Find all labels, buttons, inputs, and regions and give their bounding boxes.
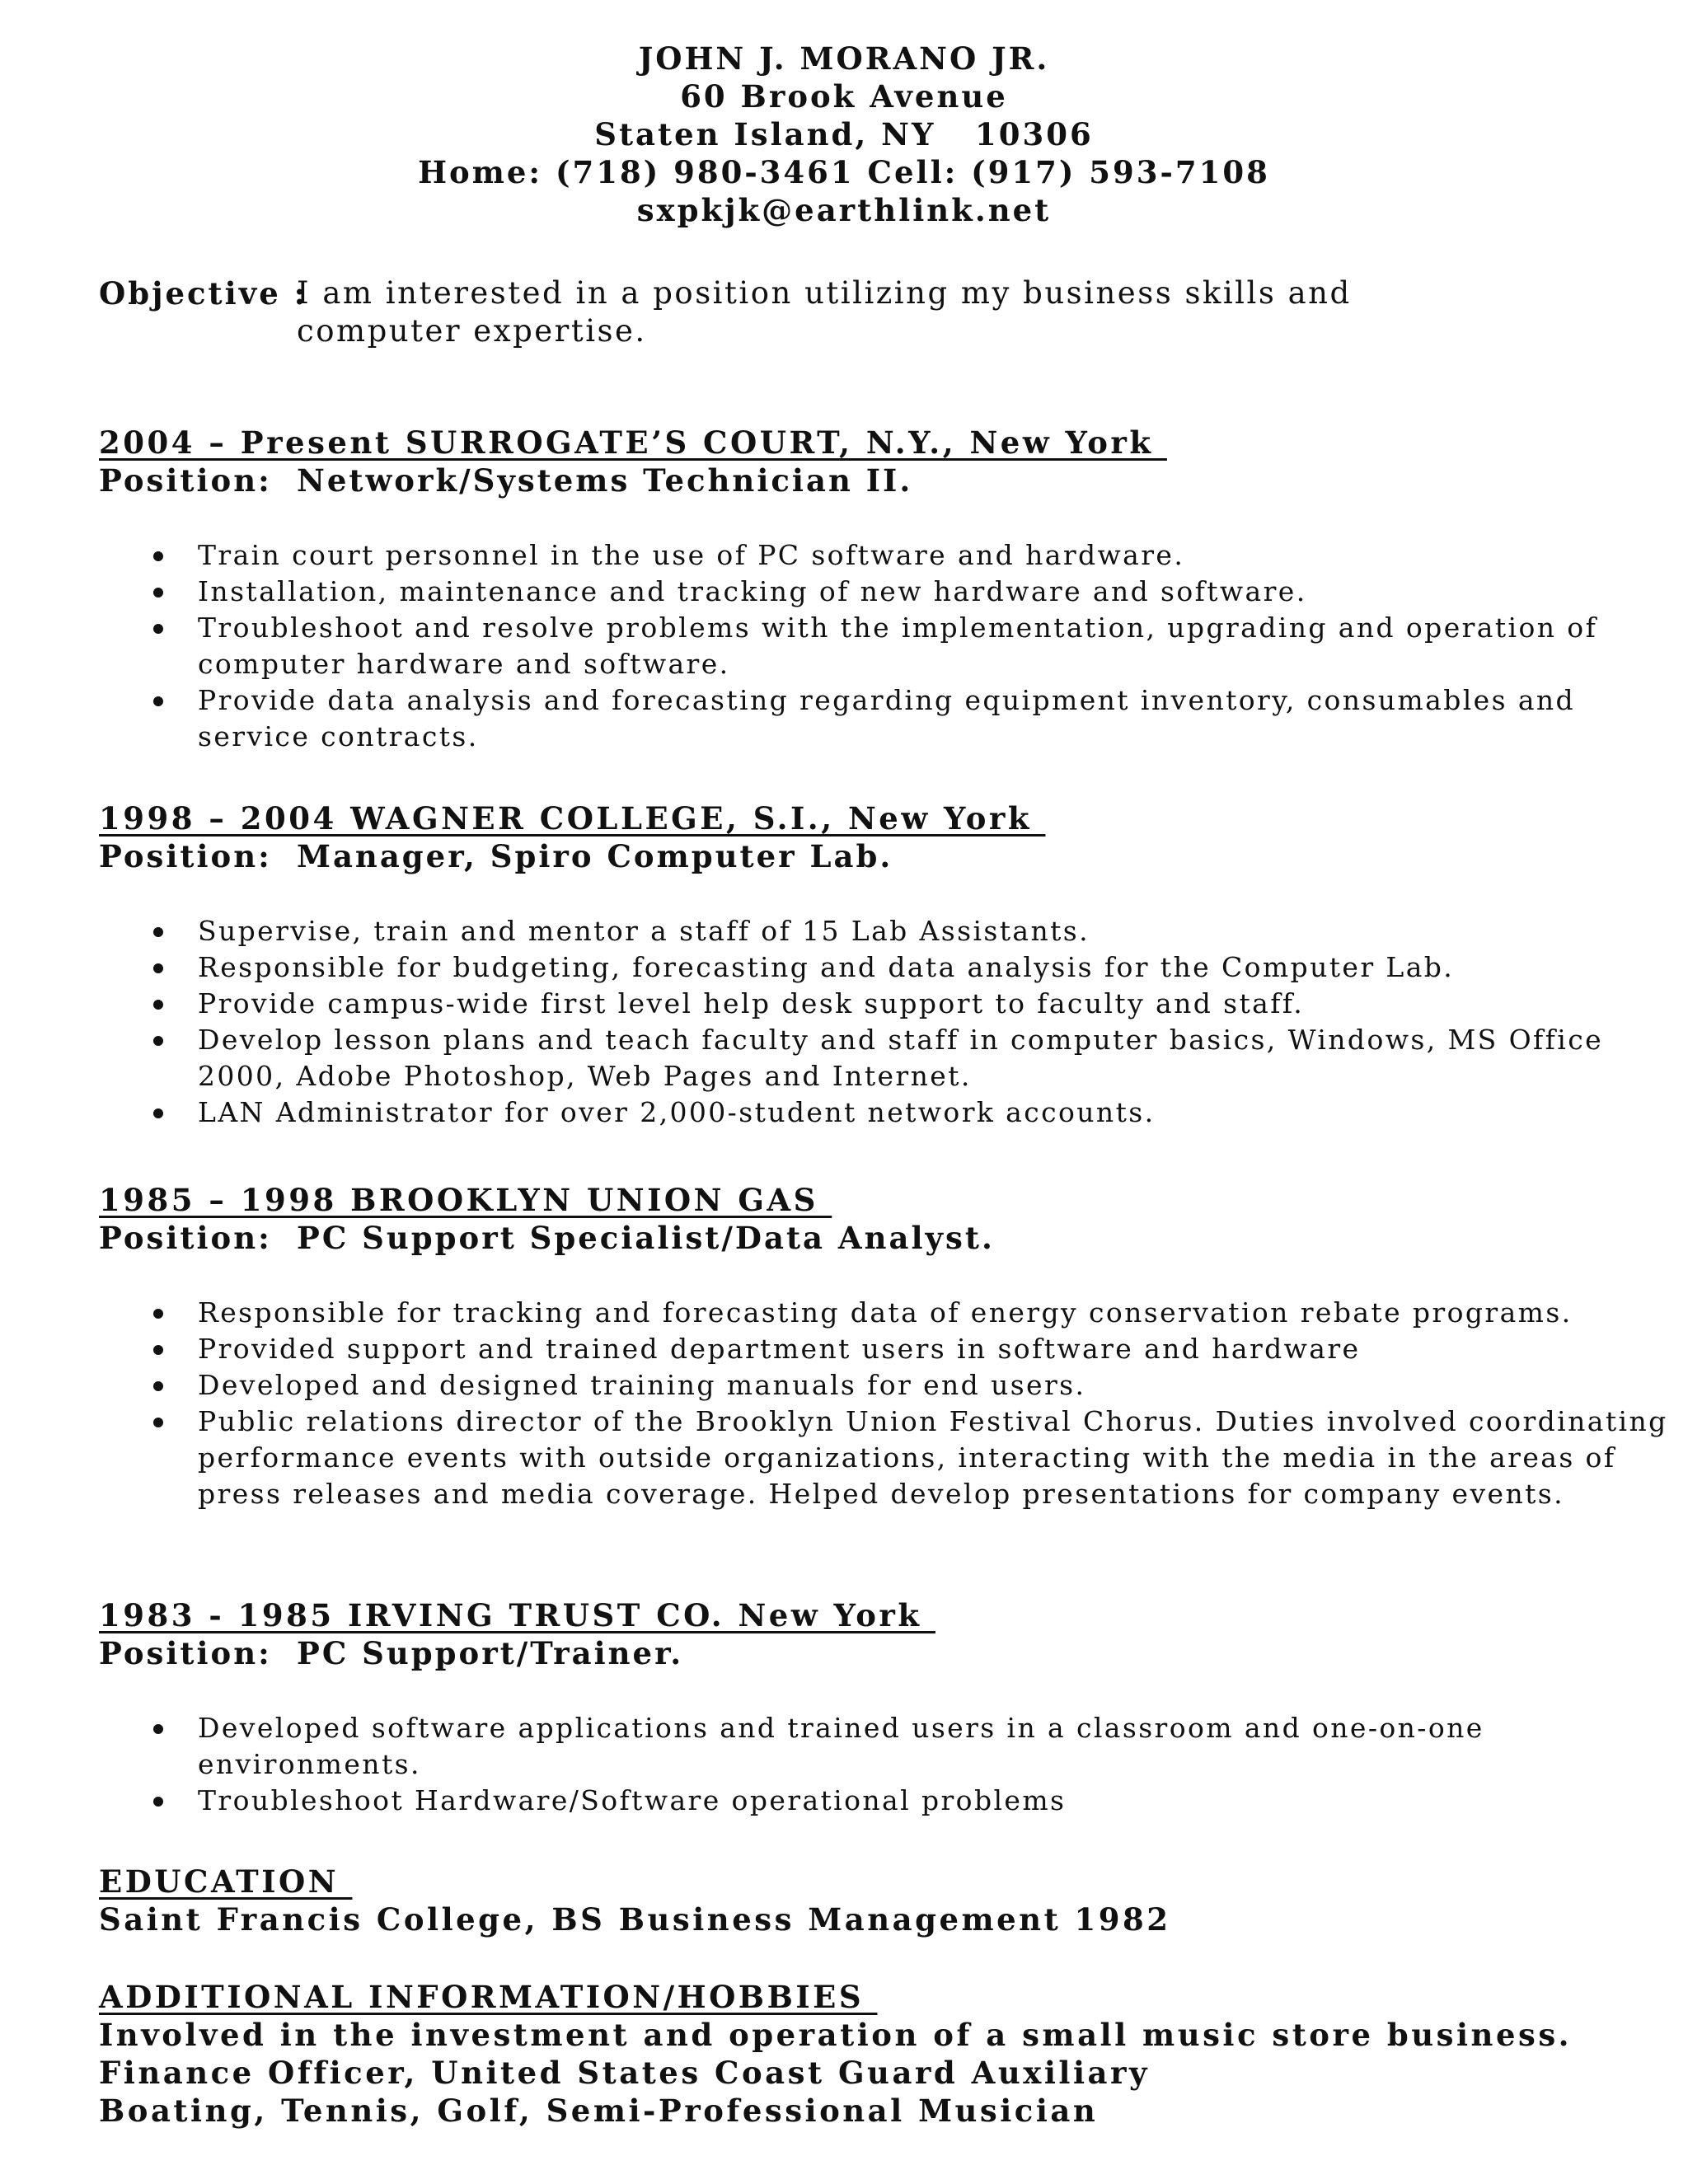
bullet-icon	[153, 1309, 163, 1319]
bullet-icon	[153, 588, 163, 598]
list-item	[99, 1710, 1681, 1783]
list-item	[99, 1404, 1681, 1512]
job-heading: 1998 – 2004 WAGNER COLLEGE, S.I., New York	[99, 800, 1046, 837]
bullet-icon	[153, 1036, 163, 1046]
list-item	[99, 1331, 1681, 1367]
bullet-icon	[153, 963, 163, 973]
bullet-text: Public relations director of the Brooklyn Union Festival Chorus. Duties involved coordinating performance events with outside organizations, interacting with the media in the areas of press releases and media coverage. Helped develop presentations for company events.	[198, 1405, 1668, 1510]
education-heading: EDUCATION	[99, 1863, 353, 1900]
position-label: Position:	[99, 838, 272, 874]
bullet-text: Supervise, train and mentor a staff of 15 Lab Assistants.	[198, 915, 1090, 947]
job-section-brooklyn-union-gas	[99, 1181, 1668, 1512]
bullet-text: Provide campus-wide first level help desk support to faculty and staff.	[198, 987, 1305, 1019]
list-item	[99, 682, 1681, 755]
list-item	[99, 913, 1681, 949]
bullet-text: Developed software applications and trained users in a classroom and one-on-one environments.	[198, 1712, 1484, 1780]
list-item	[99, 1367, 1681, 1404]
job-section-irving-trust	[99, 1596, 1582, 1819]
bullet-text: Responsible for tracking and forecasting data of energy conservation rebate programs.	[198, 1296, 1573, 1329]
applicant-name: JOHN J. MORANO JR.	[638, 40, 1050, 77]
list-item	[99, 574, 1681, 610]
street-address: 60 Brook Avenue	[680, 78, 1008, 115]
position-line	[99, 462, 1582, 499]
bullet-icon	[153, 624, 163, 634]
list-item	[99, 537, 1681, 574]
position-label: Position:	[99, 1635, 272, 1671]
bullet-text: Troubleshoot and resolve problems with the implementation, upgrading and operation of computer hardware and software.	[198, 612, 1598, 680]
bullet-icon	[153, 1000, 163, 1010]
bullet-icon	[153, 1724, 163, 1734]
email-address: sxpkjk@earthlink.net	[636, 192, 1052, 228]
position-line	[99, 1634, 1582, 1672]
hobby-line: Involved in the investment and operation of a small music store business.	[99, 2017, 1573, 2053]
education-section	[99, 1863, 1582, 1938]
list-item	[99, 1783, 1681, 1819]
list-item	[99, 1022, 1681, 1094]
duties-list	[99, 537, 1598, 755]
position-title: Network/Systems Technician II.	[297, 462, 913, 499]
job-heading: 1983 - 1985 IRVING TRUST CO. New York	[99, 1597, 935, 1633]
bullet-text: LAN Administrator for over 2,000-student network accounts.	[198, 1096, 1156, 1128]
hobby-line: Finance Officer, United States Coast Guard Auxiliary	[99, 2055, 1150, 2091]
position-title: PC Support Specialist/Data Analyst.	[297, 1220, 995, 1256]
phone-numbers: Home: (718) 980-3461 Cell: (917) 593-7108	[418, 154, 1270, 190]
bullet-text: Provide data analysis and forecasting regarding equipment inventory, consumables and service contracts.	[198, 684, 1576, 752]
duties-list	[99, 913, 1604, 1131]
bullet-text: Develop lesson plans and teach faculty and staff in computer basics, Windows, MS Office 2000, Adobe Photoshop, Web Pages and Internet.	[198, 1024, 1604, 1092]
bullet-icon	[153, 1108, 163, 1118]
education-degree: Saint Francis College, BS Business Management 1982	[99, 1901, 1171, 1938]
bullet-text: Troubleshoot Hardware/Software operational problems	[198, 1784, 1067, 1816]
contact-header	[0, 40, 1688, 229]
objective-text: I am interested in a position utilizing my business skills and computer expertise.	[297, 275, 1352, 349]
duties-list	[99, 1295, 1668, 1512]
list-item	[99, 610, 1681, 682]
objective-section	[99, 274, 1467, 350]
bullet-text: Train court personnel in the use of PC software and hardware.	[198, 539, 1185, 571]
bullet-icon	[153, 1381, 163, 1391]
bullet-icon	[153, 1418, 163, 1427]
bullet-icon	[153, 551, 163, 561]
job-section-wagner-college	[99, 799, 1604, 1131]
position-label: Position:	[99, 462, 272, 499]
job-heading: 2004 – Present SURROGATE’S COURT, N.Y., New York	[99, 424, 1167, 461]
position-title: PC Support/Trainer.	[297, 1635, 684, 1671]
bullet-icon	[153, 927, 163, 937]
bullet-text: Developed and designed training manuals for end users.	[198, 1369, 1086, 1401]
position-line	[99, 1219, 1582, 1257]
duties-list	[99, 1710, 1582, 1819]
bullet-icon	[153, 1345, 163, 1355]
list-item	[99, 1295, 1681, 1331]
position-title: Manager, Spiro Computer Lab.	[297, 838, 893, 874]
additional-info-section	[99, 1978, 1582, 2130]
list-item	[99, 1094, 1681, 1131]
list-item	[99, 986, 1681, 1022]
position-line	[99, 837, 1582, 875]
bullet-text: Responsible for budgeting, forecasting and data analysis for the Computer Lab.	[198, 951, 1455, 983]
objective-label: Objective :	[99, 275, 308, 312]
additional-info-heading: ADDITIONAL INFORMATION/HOBBIES	[99, 1979, 878, 2015]
bullet-icon	[153, 1797, 163, 1807]
job-section-surrogates-court	[99, 424, 1598, 755]
job-heading: 1985 – 1998 BROOKLYN UNION GAS	[99, 1182, 832, 1218]
bullet-icon	[153, 696, 163, 706]
city-state-zip: Staten Island, NY 10306	[594, 116, 1094, 152]
list-item	[99, 949, 1681, 986]
bullet-text: Installation, maintenance and tracking of new hardware and software.	[198, 575, 1307, 607]
position-label: Position:	[99, 1220, 272, 1256]
bullet-text: Provided support and trained department users in software and hardware	[198, 1333, 1361, 1365]
hobby-line: Boating, Tennis, Golf, Semi-Professional Musician	[99, 2093, 1099, 2129]
